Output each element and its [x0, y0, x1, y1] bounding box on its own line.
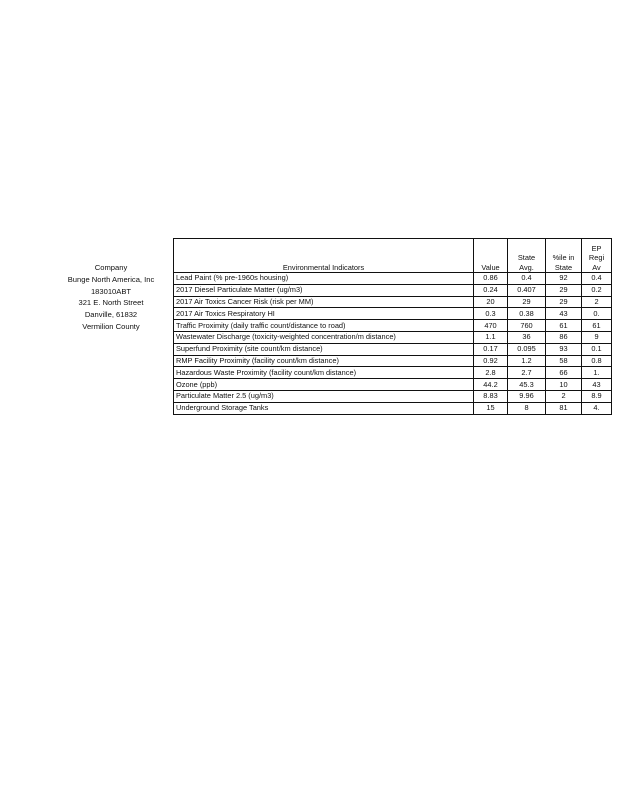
company-county: Vermilion County: [82, 321, 140, 331]
epa-cell: 43: [582, 379, 612, 391]
indicator-cell: Ozone (ppb): [174, 379, 474, 391]
state-avg-cell: 45.3: [508, 379, 546, 391]
percentile-cell: 93: [546, 343, 582, 355]
percentile-cell: 86: [546, 331, 582, 343]
table-row: [174, 343, 612, 355]
state-avg-cell: 1.2: [508, 355, 546, 367]
epa-cell: 61: [582, 320, 612, 332]
state-avg-cell: 36: [508, 331, 546, 343]
percentile-cell: 92: [546, 273, 582, 285]
value-cell: 0.92: [474, 355, 508, 367]
epa-cell: 0.1: [582, 343, 612, 355]
percentile-cell: 81: [546, 402, 582, 414]
percentile-cell: 66: [546, 367, 582, 379]
table-header-row: [174, 239, 612, 273]
indicator-cell: 2017 Diesel Particulate Matter (ug/m3): [174, 284, 474, 296]
percentile-cell: 58: [546, 355, 582, 367]
value-cell: 0.3: [474, 308, 508, 320]
header-epa-region: EP Regi Av: [582, 239, 612, 273]
state-avg-cell: 760: [508, 320, 546, 332]
indicator-cell: Hazardous Waste Proximity (facility count/km distance): [174, 367, 474, 379]
state-avg-cell: 2.7: [508, 367, 546, 379]
indicator-cell: 2017 Air Toxics Respiratory HI: [174, 308, 474, 320]
value-cell: 15: [474, 402, 508, 414]
indicator-cell: Superfund Proximity (site count/km distance): [174, 343, 474, 355]
table-row: [174, 273, 612, 285]
indicator-cell: Wastewater Discharge (toxicity-weighted concentration/m distance): [174, 331, 474, 343]
epa-cell: 1.: [582, 367, 612, 379]
table-row: [174, 367, 612, 379]
percentile-cell: 10: [546, 379, 582, 391]
table-row: [174, 331, 612, 343]
value-cell: 0.24: [474, 284, 508, 296]
value-cell: 1.1: [474, 331, 508, 343]
percentile-cell: 29: [546, 296, 582, 308]
value-cell: 20: [474, 296, 508, 308]
table-row: [174, 402, 612, 414]
table-row: [174, 296, 612, 308]
company-header: Company: [94, 263, 128, 272]
value-cell: 2.8: [474, 367, 508, 379]
epa-cell: 9: [582, 331, 612, 343]
environmental-indicators-table: [173, 238, 612, 415]
header-value: Value: [474, 239, 508, 273]
company-street: 321 E. North Street: [78, 298, 144, 308]
company-id: 183010ABT: [90, 286, 132, 296]
table-row: [174, 355, 612, 367]
indicator-cell: 2017 Air Toxics Cancer Risk (risk per MM): [174, 296, 474, 308]
epa-cell: 0.2: [582, 284, 612, 296]
table-row: [174, 284, 612, 296]
value-cell: 44.2: [474, 379, 508, 391]
state-avg-cell: 0.38: [508, 308, 546, 320]
state-avg-cell: 0.095: [508, 343, 546, 355]
table-row: [174, 390, 612, 402]
company-info: [52, 262, 170, 333]
state-avg-cell: 29: [508, 296, 546, 308]
state-avg-cell: 0.407: [508, 284, 546, 296]
state-avg-cell: 8: [508, 402, 546, 414]
percentile-cell: 43: [546, 308, 582, 320]
indicator-cell: RMP Facility Proximity (facility count/km distance): [174, 355, 474, 367]
header-percentile-state: %ile in State: [546, 239, 582, 273]
value-cell: 0.17: [474, 343, 508, 355]
epa-cell: 0.: [582, 308, 612, 320]
epa-cell: 8.9: [582, 390, 612, 402]
indicator-cell: Lead Paint (% pre-1960s housing): [174, 273, 474, 285]
table-row: [174, 308, 612, 320]
company-name: Bunge North America, Inc: [67, 274, 155, 284]
epa-cell: 4.: [582, 402, 612, 414]
state-avg-cell: 9.96: [508, 390, 546, 402]
percentile-cell: 61: [546, 320, 582, 332]
epa-cell: 0.4: [582, 273, 612, 285]
table-row: [174, 320, 612, 332]
state-avg-cell: 0.4: [508, 273, 546, 285]
table-row: [174, 379, 612, 391]
percentile-cell: 2: [546, 390, 582, 402]
value-cell: 0.86: [474, 273, 508, 285]
value-cell: 470: [474, 320, 508, 332]
indicator-cell: Particulate Matter 2.5 (ug/m3): [174, 390, 474, 402]
indicator-cell: Underground Storage Tanks: [174, 402, 474, 414]
header-indicator: Environmental Indicators: [174, 239, 474, 273]
epa-cell: 2: [582, 296, 612, 308]
company-city: Danville, 61832: [84, 310, 138, 320]
header-state-avg: State Avg.: [508, 239, 546, 273]
value-cell: 8.83: [474, 390, 508, 402]
percentile-cell: 29: [546, 284, 582, 296]
indicator-cell: Traffic Proximity (daily traffic count/distance to road): [174, 320, 474, 332]
epa-cell: 0.8: [582, 355, 612, 367]
